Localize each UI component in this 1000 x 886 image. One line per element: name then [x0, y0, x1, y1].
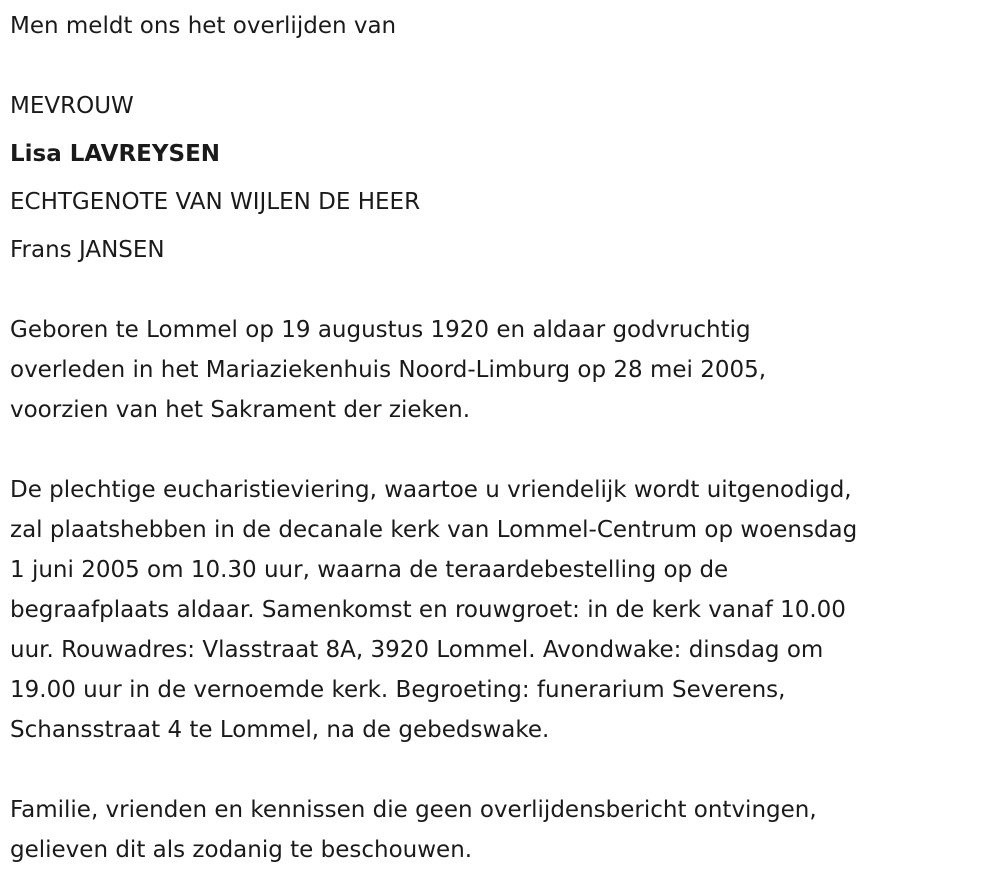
- paragraph-line: Schansstraat 4 te Lommel, na de gebedswake.: [10, 717, 550, 743]
- paragraph-line: begraafplaats aldaar. Samenkomst en rouwgroet: in de kerk vanaf 10.00: [10, 597, 846, 623]
- spacer: [10, 750, 857, 790]
- paragraph-line: Familie, vrienden en kennissen die geen overlijdensbericht ontvingen,: [10, 797, 817, 823]
- paragraph-line: uur. Rouwadres: Vlasstraat 8A, 3920 Lommel. Avondwake: dinsdag om: [10, 637, 824, 663]
- deceased-header: [10, 82, 857, 274]
- paragraph-line: 19.00 uur in de vernoemde kerk. Begroeting: funerarium Severens,: [10, 677, 786, 703]
- deceased-name: Lisa LAVREYSEN: [10, 141, 221, 167]
- intro-text: Men meldt ons het overlijden van: [10, 13, 397, 39]
- ceremony-paragraph: [10, 470, 857, 750]
- spouse-name: Frans JANSEN: [10, 237, 165, 263]
- paragraph-line: De plechtige eucharistieviering, waartoe u vriendelijk wordt uitgenodigd,: [10, 477, 852, 503]
- death-notice: [10, 6, 857, 870]
- paragraph-line: zal plaatshebben in de decanale kerk van Lommel-Centrum op woensdag: [10, 517, 858, 543]
- paragraph-line: Geboren te Lommel op 19 augustus 1920 en aldaar godvruchtig: [10, 317, 751, 343]
- paragraph-line: overleden in het Mariaziekenhuis Noord-Limburg op 28 mei 2005,: [10, 357, 767, 383]
- spacer: [10, 46, 857, 82]
- relation-text: ECHTGENOTE VAN WIJLEN DE HEER: [10, 189, 421, 215]
- spacer: [10, 430, 857, 470]
- paragraph-line: voorzien van het Sakrament der zieken.: [10, 397, 471, 423]
- closing-paragraph: [10, 790, 857, 870]
- birth-death-paragraph: [10, 310, 857, 430]
- paragraph-line: 1 juni 2005 om 10.30 uur, waarna de teraardebestelling op de: [10, 557, 729, 583]
- honorific: MEVROUW: [10, 93, 134, 119]
- spacer: [10, 274, 857, 310]
- paragraph-line: gelieven dit als zodanig te beschouwen.: [10, 837, 473, 863]
